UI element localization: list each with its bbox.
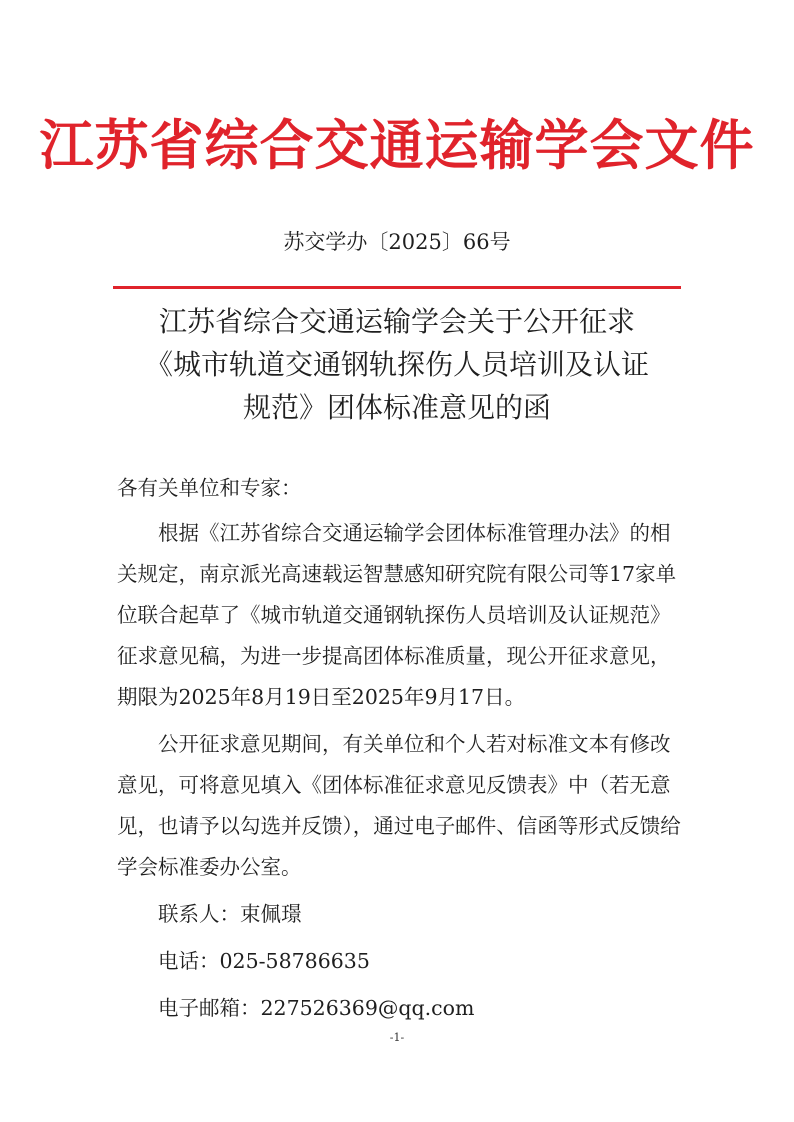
red-separator-line <box>113 286 681 289</box>
document-number: 苏交学办〔2025〕66号 <box>283 230 511 254</box>
page-number: -1- <box>389 1031 405 1044</box>
title-line-3: 规范》团体标准意见的函 <box>242 391 551 424</box>
title-line-1: 江苏省综合交通运输学会关于公开征求 <box>158 305 635 338</box>
document-body <box>117 468 687 1029</box>
contact-email: 电子邮箱：227526369@qq.com <box>158 996 475 1020</box>
contact-person: 联系人：束佩璟 <box>158 902 302 926</box>
contact-phone: 电话：025-58786635 <box>158 949 370 973</box>
salutation: 各有关单位和专家： <box>117 476 302 500</box>
title-line-2: 《城市轨道交通钢轨探伤人员培训及认证 <box>144 348 649 381</box>
paragraph-basis: 根据《江苏省综合交通运输学会团体标准管理办法》的相关规定，南京派光高速载运智慧感知研究院有限公司等17家单位联合起草了《城市轨道交通钢轨探伤人员培训及认证规范》征求意见稿，为进一步提高团体标准质量，现公开征求意见，期限为2025年8月19日至2025年9月17日。 <box>117 521 677 709</box>
paragraph-feedback: 公开征求意见期间，有关单位和个人若对标准文本有修改意见，可将意见填入《团体标准征求意见反馈表》中（若无意见，也请予以勾选并反馈），通过电子邮件、信函等形式反馈给学会标准委办公室。 <box>117 732 681 879</box>
document-masthead: 江苏省综合交通运输学会文件 <box>39 113 755 177</box>
document-title <box>100 300 694 429</box>
